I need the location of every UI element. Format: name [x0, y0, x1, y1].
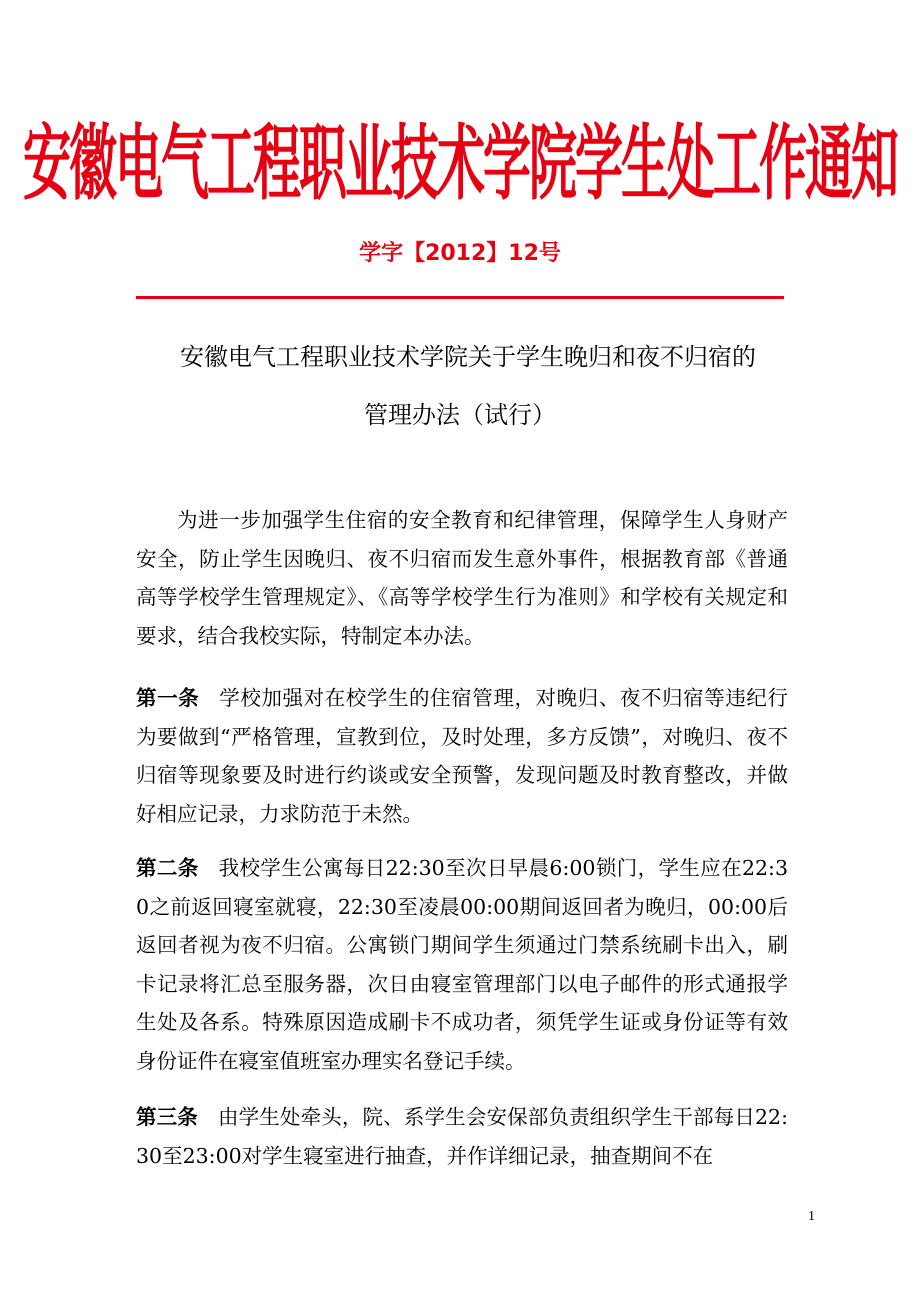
article-3-text: 由学生处牵头，院、系学生会安保部负责组织学生干部每日22:30至23:00对学生寝室进行抽查，并作详细记录，抽查期间不在 — [136, 1105, 788, 1168]
document-title-line-1: 安徽电气工程职业技术学院关于学生晚归和夜不归宿的 — [180, 343, 756, 371]
article-1-label: 第一条 — [136, 686, 200, 710]
article-3-label: 第三条 — [136, 1105, 198, 1129]
document-title-line-2: 管理办法（试行） — [364, 401, 556, 429]
article-1 — [136, 679, 788, 833]
document-number: 学字【2012】12号 — [359, 241, 561, 266]
article-2-label: 第二条 — [136, 856, 199, 880]
article-1-text: 学校加强对在校学生的住宿管理，对晚归、夜不归宿等违纪行为要做到“严格管理，宣教到位，及时处理，多方反馈”，对晚归、夜不归宿等现象要及时进行约谈或安全预警，发现问题及时教育整改，并做好相应记录，力求防范于未然。 — [136, 686, 789, 826]
article-2 — [136, 849, 788, 1080]
page-number: 1 — [808, 1209, 815, 1224]
article-2-text: 我校学生公寓每日22:30至次日早晨6:00锁门，学生应在22:30之前返回寝室就寝，22:30至凌晨00:00期间返回者为晚归，00:00后返回者视为夜不归宿。公寓锁门期间学生须通过门禁系统刷卡出入，刷卡记录将汇总至服务器，次日由寝室管理部门以电子邮件的形式通报学生处及各系。特殊原因造成刷卡不成功者，须凭学生证或身份证等有效身份证件在寝室值班室办理实名登记手续。 — [136, 856, 788, 1073]
intro-paragraph: 为进一步加强学生住宿的安全教育和纪律管理，保障学生人身财产安全，防止学生因晚归、夜不归宿而发生意外事件，根据教育部《普通高等学校学生管理规定》、《高等学校学生行为准则》和学校有关规定和要求，结合我校实际，特制定本办法。 — [136, 508, 788, 648]
red-divider — [136, 296, 784, 299]
masthead-title: 安徽电气工程职业技术学院学生处工作通知 — [23, 116, 898, 212]
article-3 — [136, 1098, 788, 1175]
masthead — [23, 108, 898, 212]
